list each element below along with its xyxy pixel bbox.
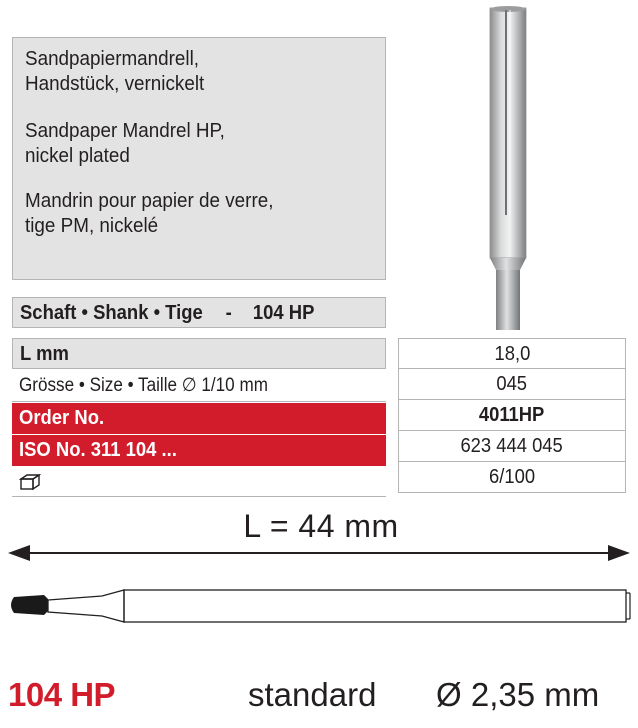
description-line: Handstück, vernickelt	[25, 72, 205, 95]
length-label: L = 44 mm	[243, 508, 399, 544]
spec-value-length: 18,0	[398, 338, 626, 369]
spec-label-iso-no: ISO No. 311 104 ...	[19, 438, 177, 461]
description-german	[25, 46, 204, 96]
spec-value-package: 6/100	[398, 462, 626, 493]
shank-separator: -	[225, 301, 232, 324]
description-line: Sandpaper Mandrel HP,	[25, 119, 225, 142]
tool-drawing	[0, 585, 638, 635]
shank-type: standard	[248, 676, 377, 713]
spec-row-iso-no	[12, 435, 386, 466]
spec-row-order-no	[12, 403, 386, 434]
spec-label-size: Grösse • Size • Taille ∅ 1/10 mm	[19, 375, 268, 396]
description-line: Mandrin pour papier de verre,	[25, 189, 274, 212]
shank-diameter: Ø 2,35 mm	[436, 676, 600, 713]
spec-row-size	[12, 371, 386, 402]
spec-row-package	[12, 466, 386, 497]
spec-row-length	[12, 338, 386, 369]
mandrel-shank-image	[478, 0, 538, 330]
description-french	[25, 188, 273, 238]
shank-code: 104 HP	[252, 301, 315, 324]
spec-value-size: 045	[398, 369, 626, 400]
description-english	[25, 118, 225, 168]
spec-label-length: L mm	[20, 342, 69, 365]
product-code: 104 HP	[8, 676, 116, 713]
spec-value-iso-no: 623 444 045	[398, 431, 626, 462]
shank-label: Schaft • Shank • Tige	[20, 301, 203, 324]
spec-value-order-no: 4011HP	[398, 400, 626, 431]
description-line: nickel plated	[25, 144, 130, 167]
description-panel	[12, 37, 386, 280]
spec-label-order-no: Order No.	[19, 406, 105, 429]
description-line: Sandpapiermandrell,	[25, 47, 200, 70]
package-icon	[19, 473, 41, 491]
description-line: tige PM, nickelé	[25, 214, 159, 237]
shank-header	[12, 297, 386, 328]
length-dimension-arrow	[0, 538, 638, 568]
